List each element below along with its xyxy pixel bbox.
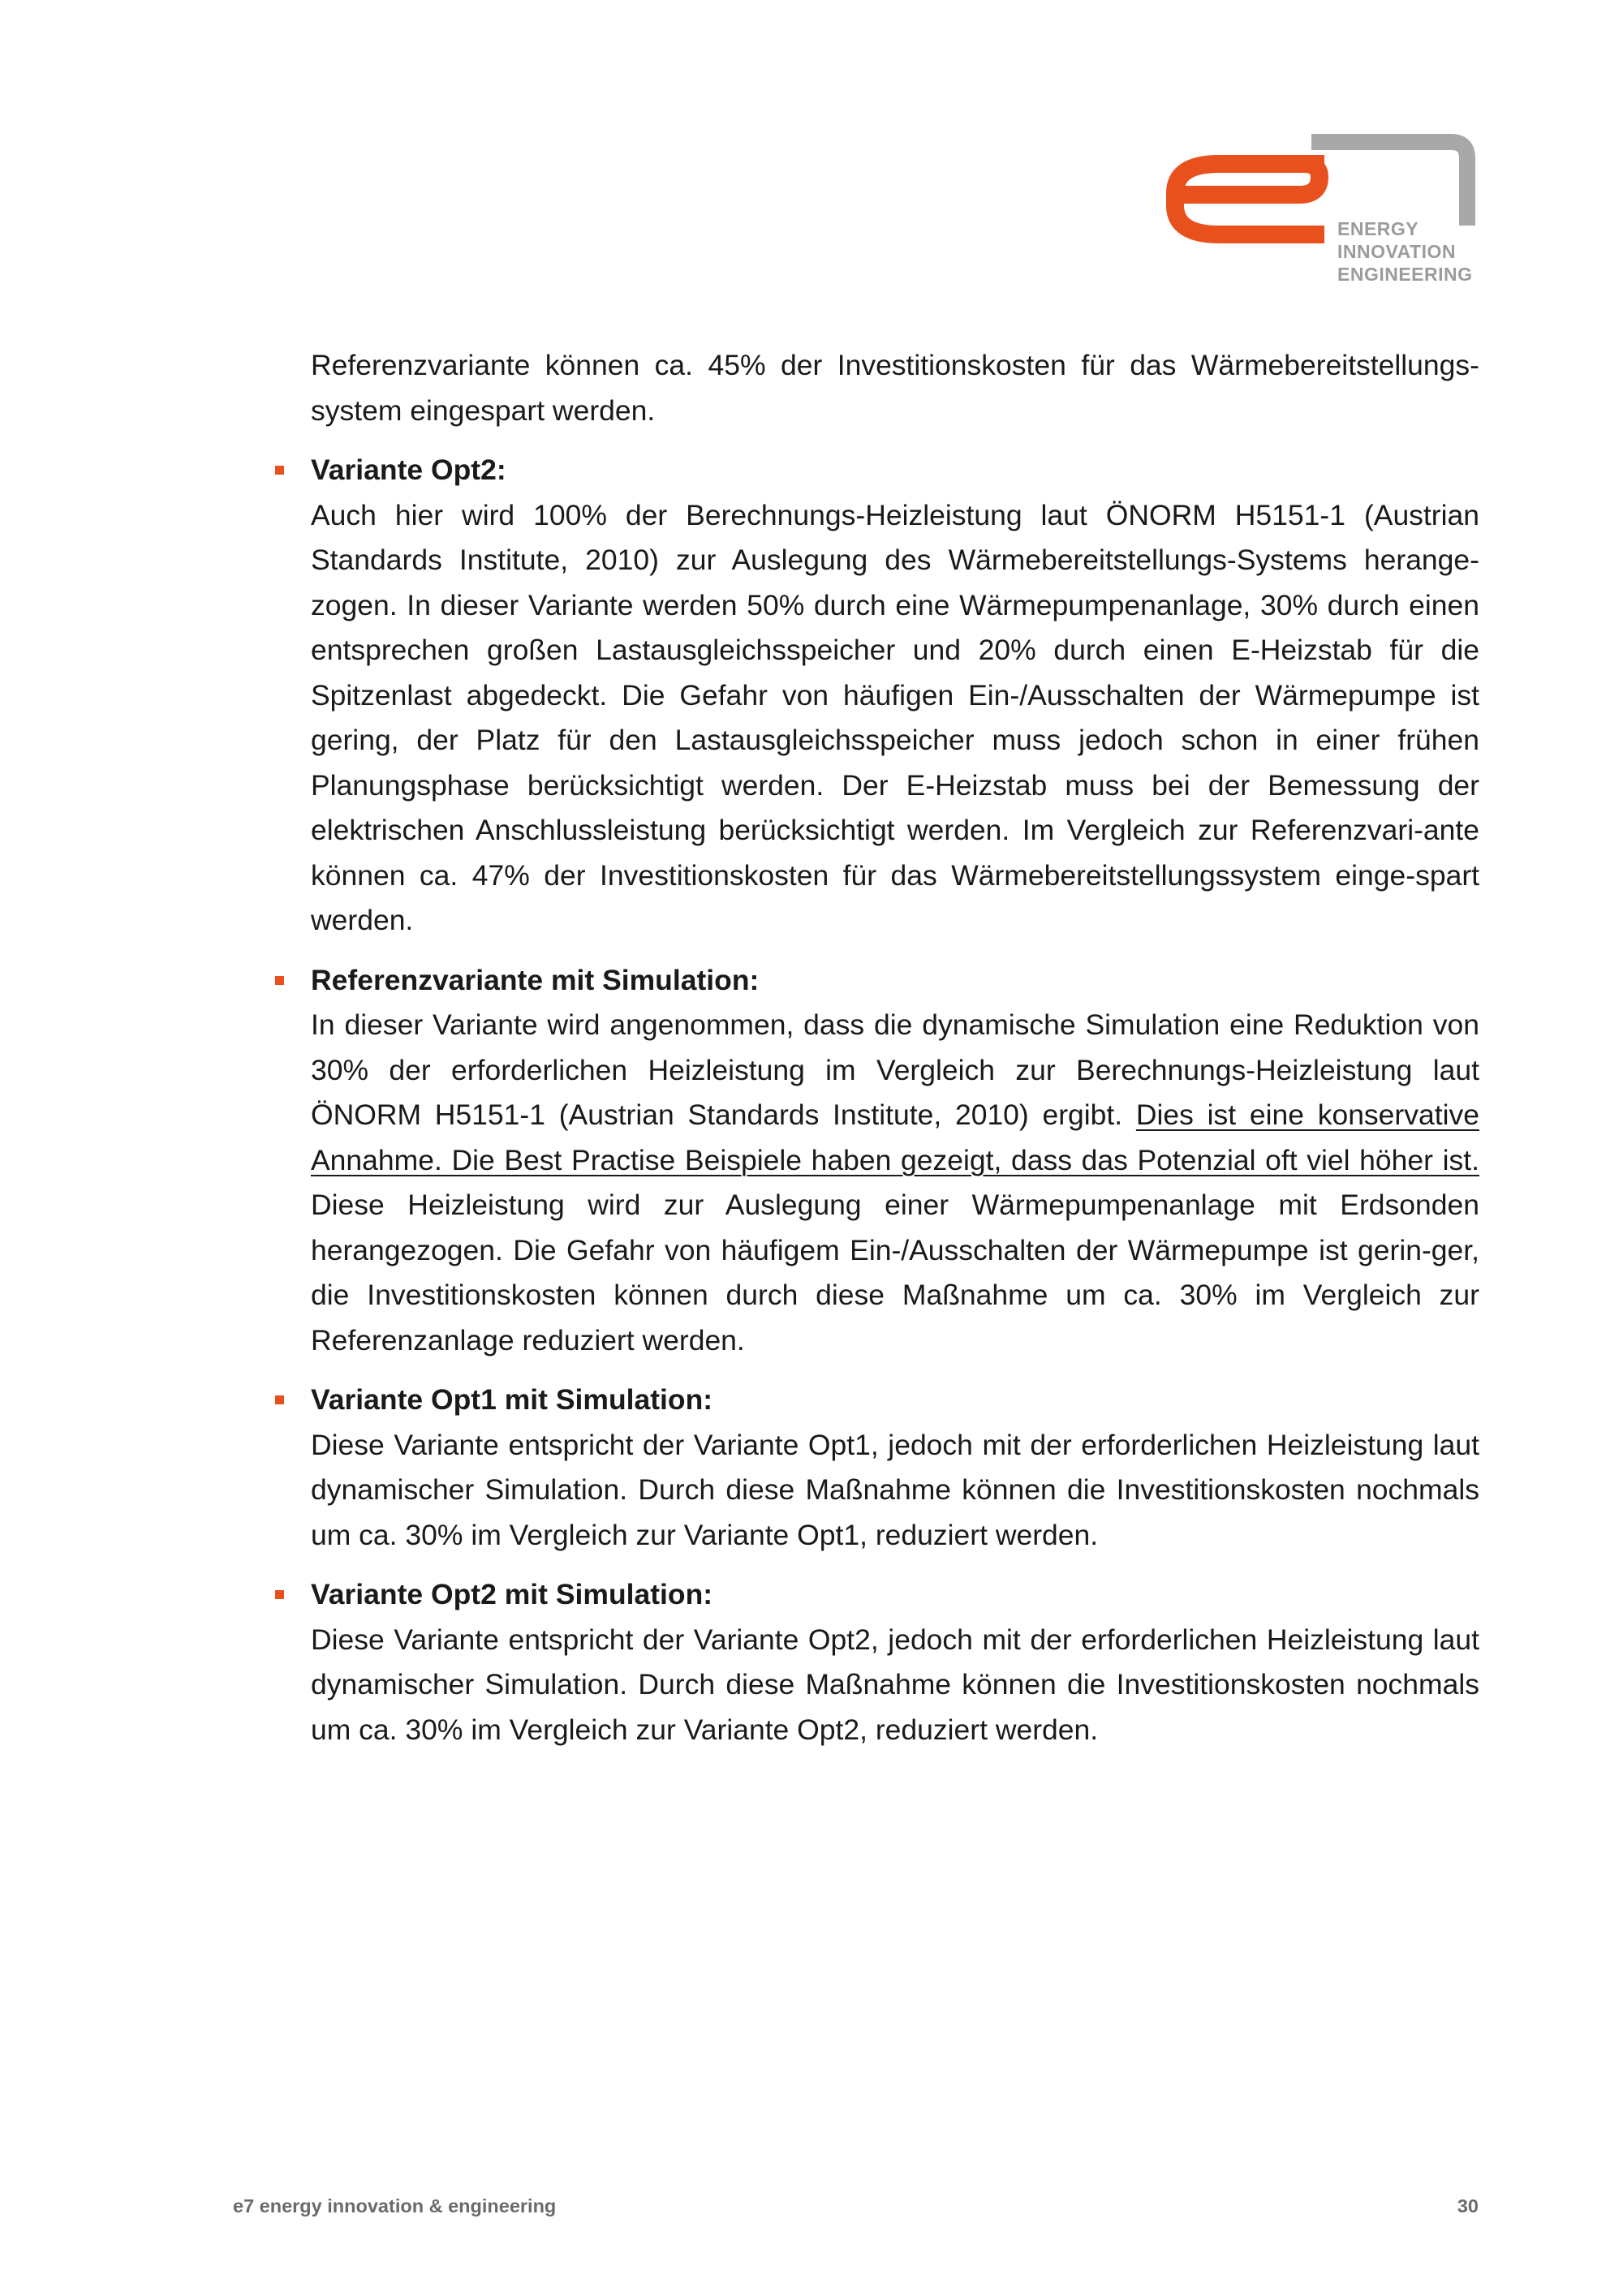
intro-paragraph: Referenzvariante können ca. 45% der Investitionskosten für das Wärmebereitstellungs-system eingespart werden. [311, 349, 1479, 427]
footer-page-number: 30 [1457, 2195, 1479, 2216]
list-item-referenzvariante-simulation [311, 958, 1479, 1364]
item-text: Diese Variante entspricht der Variante Opt1, jedoch mit der erforderlichen Heizleistung laut dynamischer Simulation. Durch diese Maßnahme können die Investitionskosten nochmals um ca. 30% im Vergleich zur Variante Opt1, reduziert werden. [311, 1428, 1479, 1551]
item-title: Variante Opt2 mit Simulation: [311, 1578, 713, 1610]
list-item-variante-opt1-simulation [311, 1378, 1479, 1558]
logo-line-energy: ENERGY [1337, 218, 1419, 239]
bullet-square-icon [275, 1395, 284, 1404]
item-text: Diese Variante entspricht der Variante Opt2, jedoch mit der erforderlichen Heizleistung laut dynamischer Simulation. Durch diese Maßnahme können die Investitionskosten nochmals um ca. 30% im Vergleich zur Variante Opt2, reduziert werden. [311, 1623, 1479, 1746]
list-item-variante-opt2 [311, 448, 1479, 944]
bullet-square-icon [275, 466, 284, 475]
logo-line-innovation: INNOVATION [1337, 241, 1456, 262]
bullet-square-icon [275, 1590, 284, 1599]
item-title: Referenzvariante mit Simulation: [311, 963, 760, 996]
underlined-statement: Dies ist eine konservative Annahme. Die Best Practise Beispiele haben gezeigt, dass das Potenzial oft viel höher ist. [311, 1099, 1479, 1176]
e7-logo-e-mark [1175, 164, 1324, 234]
bullet-square-icon [275, 976, 284, 985]
item-text: Auch hier wird 100% der Berechnungs-Heizleistung laut ÖNORM H5151-1 (Austrian Standards Institute, 2010) zur Auslegung des Wärmebereitstellungs-Systems herange-zogen. In dieser Variante werden 50% durch eine Wärmepumpenanlage, 30% durch einen entsprechen großen Lastausgleichsspeicher und 20% durch einen E-Heizstab für die Spitzenlast abgedeckt. Die Gefahr von häufigen Ein-/Ausschalten der Wärmepumpe ist gering, der Platz für den Lastausgleichsspeicher muss jedoch schon in einer frühen Planungsphase berücksichtigt werden. Der E-Heizstab muss bei der Bemessung der elektrischen Anschlussleistung berücksichtigt werden. Im Vergleich zur Referenzvari-ante können ca. 47% der Investitionskosten für das Wärmebereitstellungssystem einge-spart werden. [311, 498, 1479, 936]
item-title: Variante Opt1 mit Simulation: [311, 1383, 713, 1416]
item-text [311, 1003, 1479, 1363]
item-text-part: In dieser Variante wird angenommen, dass die dynamische Simulation eine Reduktion von 30% der erforderlichen Heizleistung im Vergleich zur Berechnungs-Heizleistung laut ÖNORM H5151-1 (Austrian Standards Institute, 2010) ergibt. [311, 1008, 1479, 1131]
item-title: Variante Opt2: [311, 454, 506, 486]
item-text-part: Diese Heizleistung wird zur Auslegung einer Wärmepumpenanlage mit Erdsonden herangezogen. Die Gefahr von häufigem Ein-/Ausschalten der Wärmepumpe ist gerin-ger, die Investitionskosten können durch diese Maßnahme um ca. 30% im Vergleich zur Referenzanlage reduziert werden. [311, 1189, 1479, 1357]
logo-tagline [1337, 217, 1473, 286]
document-body [311, 343, 1479, 1767]
footer-company: e7 energy innovation & engineering [233, 2195, 557, 2216]
list-item-variante-opt2-simulation [311, 1572, 1479, 1752]
logo-line-engineering: ENGINEERING [1337, 264, 1473, 285]
e7-logo-7-mark [1311, 142, 1467, 226]
